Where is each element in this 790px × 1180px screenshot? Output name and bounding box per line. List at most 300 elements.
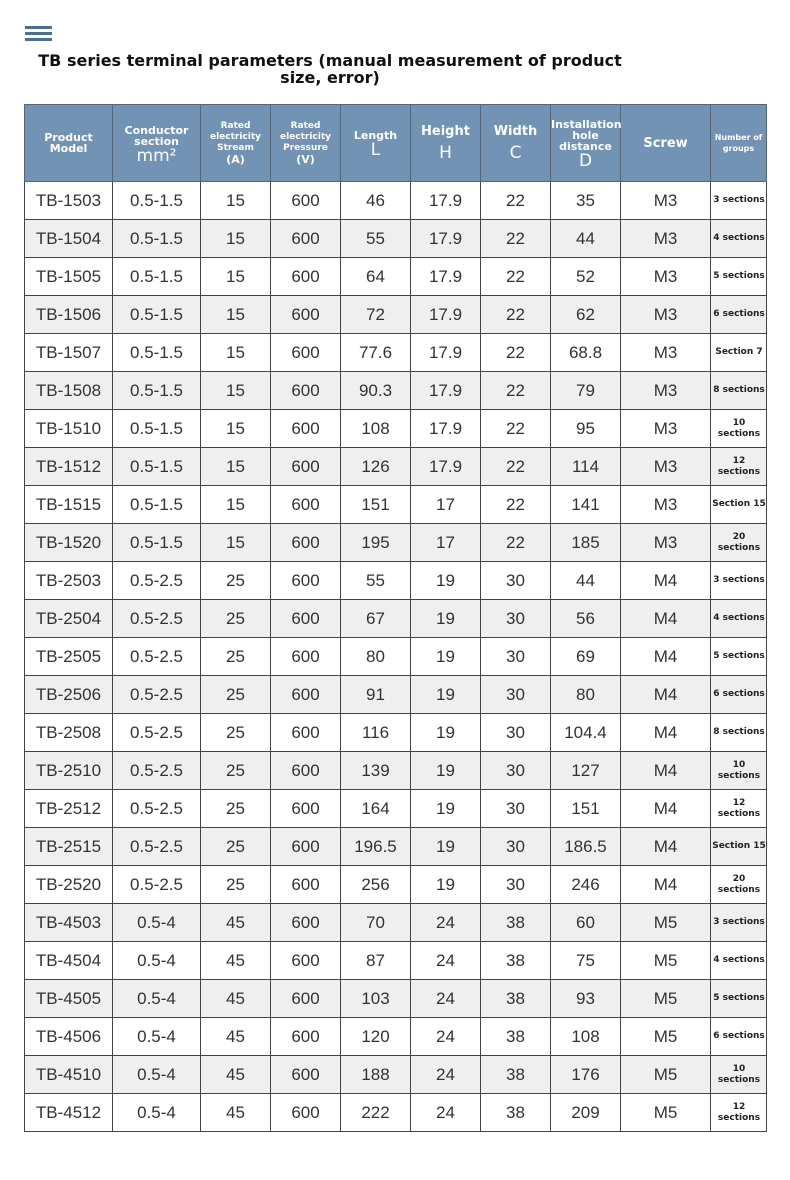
header-symbol: D — [578, 151, 593, 171]
number-of-groups-cell — [711, 486, 767, 524]
rated-current-cell: 25 — [201, 714, 271, 752]
rated-voltage-cell: 600 — [271, 828, 341, 866]
product-model-cell: TB-2515 — [25, 828, 113, 866]
hole-distance-cell: 44 — [551, 562, 621, 600]
length-cell: 55 — [341, 220, 411, 258]
width-cell: 22 — [481, 524, 551, 562]
header-screw — [621, 105, 711, 182]
length-cell: 80 — [341, 638, 411, 676]
conductor-section-cell: 0.5-1.5 — [113, 486, 201, 524]
header-unit: (V) — [296, 153, 315, 166]
conductor-section-cell: 0.5-1.5 — [113, 220, 201, 258]
width-cell: 22 — [481, 448, 551, 486]
header-rated-voltage — [271, 105, 341, 182]
number-of-groups-cell — [711, 1018, 767, 1056]
width-cell: 30 — [481, 866, 551, 904]
number-of-groups-cell — [711, 714, 767, 752]
table-row — [25, 676, 767, 714]
header-label: Rated electricity Pressure — [279, 121, 332, 153]
number-of-groups-label: 12 sections — [717, 797, 761, 819]
header-rated-current — [201, 105, 271, 182]
header-height — [411, 105, 481, 182]
length-cell: 195 — [341, 524, 411, 562]
height-cell: 17.9 — [411, 410, 481, 448]
number-of-groups-cell — [711, 904, 767, 942]
rated-voltage-cell: 600 — [271, 258, 341, 296]
header-label: Screw — [643, 135, 688, 151]
rated-current-cell: 45 — [201, 1056, 271, 1094]
screw-cell: M4 — [621, 676, 711, 714]
length-cell: 91 — [341, 676, 411, 714]
product-model-cell: TB-4512 — [25, 1094, 113, 1132]
height-cell: 17.9 — [411, 372, 481, 410]
page-title: TB series terminal parameters (manual measurement of product size, error) — [38, 51, 622, 87]
screw-cell: M4 — [621, 638, 711, 676]
conductor-section-cell: 0.5-2.5 — [113, 752, 201, 790]
length-cell: 222 — [341, 1094, 411, 1132]
product-model-cell: TB-2506 — [25, 676, 113, 714]
rated-current-cell: 45 — [201, 904, 271, 942]
rated-voltage-cell: 600 — [271, 562, 341, 600]
screw-cell: M3 — [621, 182, 711, 220]
product-model-cell: TB-1503 — [25, 182, 113, 220]
width-cell: 22 — [481, 182, 551, 220]
terminal-parameters-table — [24, 104, 767, 1132]
product-model-cell: TB-1506 — [25, 296, 113, 334]
height-cell: 17.9 — [411, 220, 481, 258]
hamburger-menu-icon[interactable] — [25, 26, 52, 41]
product-model-cell: TB-1504 — [25, 220, 113, 258]
conductor-section-cell: 0.5-1.5 — [113, 524, 201, 562]
height-cell: 19 — [411, 676, 481, 714]
number-of-groups-cell — [711, 182, 767, 220]
number-of-groups-cell — [711, 1056, 767, 1094]
screw-cell: M5 — [621, 980, 711, 1018]
header-number-of-groups — [711, 105, 767, 182]
number-of-groups-label: Section 7 — [715, 347, 763, 357]
table-row — [25, 448, 767, 486]
conductor-section-cell: 0.5-4 — [113, 980, 201, 1018]
length-cell: 108 — [341, 410, 411, 448]
hole-distance-cell: 104.4 — [551, 714, 621, 752]
product-model-cell: TB-4506 — [25, 1018, 113, 1056]
hole-distance-cell: 52 — [551, 258, 621, 296]
length-cell: 120 — [341, 1018, 411, 1056]
conductor-section-cell: 0.5-1.5 — [113, 258, 201, 296]
rated-current-cell: 45 — [201, 942, 271, 980]
screw-cell: M4 — [621, 714, 711, 752]
width-cell: 22 — [481, 220, 551, 258]
conductor-section-cell: 0.5-2.5 — [113, 828, 201, 866]
number-of-groups-cell — [711, 942, 767, 980]
height-cell: 19 — [411, 714, 481, 752]
table-row — [25, 828, 767, 866]
screw-cell: M3 — [621, 372, 711, 410]
product-model-cell: TB-4510 — [25, 1056, 113, 1094]
table-body — [25, 182, 767, 1132]
conductor-section-cell: 0.5-2.5 — [113, 638, 201, 676]
rated-current-cell: 15 — [201, 486, 271, 524]
rated-current-cell: 25 — [201, 752, 271, 790]
length-cell: 139 — [341, 752, 411, 790]
conductor-section-cell: 0.5-4 — [113, 904, 201, 942]
rated-current-cell: 15 — [201, 334, 271, 372]
table-row — [25, 334, 767, 372]
number-of-groups-label: 6 sections — [713, 309, 765, 319]
table-row — [25, 182, 767, 220]
length-cell: 116 — [341, 714, 411, 752]
length-cell: 90.3 — [341, 372, 411, 410]
height-cell: 17.9 — [411, 296, 481, 334]
number-of-groups-label: 6 sections — [713, 689, 765, 699]
height-cell: 19 — [411, 600, 481, 638]
hole-distance-cell: 93 — [551, 980, 621, 1018]
number-of-groups-cell — [711, 296, 767, 334]
number-of-groups-cell — [711, 638, 767, 676]
rated-current-cell: 25 — [201, 866, 271, 904]
rated-voltage-cell: 600 — [271, 790, 341, 828]
table-row — [25, 942, 767, 980]
number-of-groups-cell — [711, 448, 767, 486]
rated-current-cell: 25 — [201, 676, 271, 714]
height-cell: 24 — [411, 904, 481, 942]
hole-distance-cell: 114 — [551, 448, 621, 486]
rated-current-cell: 15 — [201, 296, 271, 334]
screw-cell: M3 — [621, 410, 711, 448]
header-width — [481, 105, 551, 182]
number-of-groups-cell — [711, 866, 767, 904]
width-cell: 30 — [481, 790, 551, 828]
number-of-groups-label: 3 sections — [713, 575, 765, 585]
length-cell: 64 — [341, 258, 411, 296]
number-of-groups-label: 5 sections — [713, 993, 765, 1003]
length-cell: 46 — [341, 182, 411, 220]
length-cell: 256 — [341, 866, 411, 904]
rated-current-cell: 25 — [201, 828, 271, 866]
rated-voltage-cell: 600 — [271, 1056, 341, 1094]
hole-distance-cell: 35 — [551, 182, 621, 220]
length-cell: 103 — [341, 980, 411, 1018]
table-row — [25, 600, 767, 638]
product-model-cell: TB-1515 — [25, 486, 113, 524]
number-of-groups-label: 12 sections — [717, 1101, 761, 1123]
table-row — [25, 524, 767, 562]
header-unit: (A) — [226, 153, 245, 166]
height-cell: 19 — [411, 562, 481, 600]
table-row — [25, 296, 767, 334]
conductor-section-cell: 0.5-2.5 — [113, 676, 201, 714]
conductor-section-cell: 0.5-1.5 — [113, 372, 201, 410]
length-cell: 77.6 — [341, 334, 411, 372]
screw-cell: M3 — [621, 524, 711, 562]
rated-voltage-cell: 600 — [271, 752, 341, 790]
width-cell: 30 — [481, 714, 551, 752]
rated-current-cell: 25 — [201, 638, 271, 676]
number-of-groups-cell — [711, 562, 767, 600]
product-model-cell: TB-2505 — [25, 638, 113, 676]
hole-distance-cell: 75 — [551, 942, 621, 980]
table-row — [25, 258, 767, 296]
width-cell: 30 — [481, 752, 551, 790]
height-cell: 19 — [411, 828, 481, 866]
height-cell: 24 — [411, 1018, 481, 1056]
number-of-groups-label: 5 sections — [713, 651, 765, 661]
product-model-cell: TB-2510 — [25, 752, 113, 790]
product-model-cell: TB-2520 — [25, 866, 113, 904]
number-of-groups-cell — [711, 334, 767, 372]
table-row — [25, 904, 767, 942]
height-cell: 24 — [411, 1094, 481, 1132]
header-length — [341, 105, 411, 182]
number-of-groups-cell — [711, 980, 767, 1018]
number-of-groups-label: Section 15 — [712, 499, 766, 509]
length-cell: 67 — [341, 600, 411, 638]
length-cell: 196.5 — [341, 828, 411, 866]
product-model-cell: TB-1510 — [25, 410, 113, 448]
rated-current-cell: 15 — [201, 410, 271, 448]
conductor-section-cell: 0.5-2.5 — [113, 866, 201, 904]
rated-current-cell: 15 — [201, 524, 271, 562]
width-cell: 38 — [481, 980, 551, 1018]
rated-voltage-cell: 600 — [271, 448, 341, 486]
width-cell: 38 — [481, 1056, 551, 1094]
number-of-groups-label: 3 sections — [713, 195, 765, 205]
table-row — [25, 486, 767, 524]
table-row — [25, 1056, 767, 1094]
height-cell: 19 — [411, 790, 481, 828]
product-model-cell: TB-2512 — [25, 790, 113, 828]
rated-voltage-cell: 600 — [271, 182, 341, 220]
height-cell: 24 — [411, 980, 481, 1018]
table-header-row — [25, 105, 767, 182]
number-of-groups-label: 6 sections — [713, 1031, 765, 1041]
screw-cell: M4 — [621, 828, 711, 866]
product-model-cell: TB-1507 — [25, 334, 113, 372]
header-product-model — [25, 105, 113, 182]
number-of-groups-cell — [711, 220, 767, 258]
width-cell: 22 — [481, 410, 551, 448]
number-of-groups-label: 8 sections — [713, 385, 765, 395]
height-cell: 24 — [411, 942, 481, 980]
screw-cell: M3 — [621, 486, 711, 524]
header-symbol: L — [370, 140, 381, 160]
rated-voltage-cell: 600 — [271, 638, 341, 676]
length-cell: 126 — [341, 448, 411, 486]
width-cell: 22 — [481, 296, 551, 334]
table-row — [25, 866, 767, 904]
number-of-groups-label: 20 sections — [717, 873, 761, 895]
rated-current-cell: 45 — [201, 1094, 271, 1132]
rated-current-cell: 15 — [201, 220, 271, 258]
conductor-section-cell: 0.5-1.5 — [113, 296, 201, 334]
rated-voltage-cell: 600 — [271, 942, 341, 980]
rated-voltage-cell: 600 — [271, 220, 341, 258]
height-cell: 19 — [411, 866, 481, 904]
conductor-section-cell: 0.5-1.5 — [113, 410, 201, 448]
rated-voltage-cell: 600 — [271, 296, 341, 334]
conductor-section-cell: 0.5-2.5 — [113, 790, 201, 828]
number-of-groups-label: 5 sections — [713, 271, 765, 281]
length-cell: 55 — [341, 562, 411, 600]
number-of-groups-label: 12 sections — [717, 455, 761, 477]
rated-voltage-cell: 600 — [271, 980, 341, 1018]
number-of-groups-cell — [711, 258, 767, 296]
conductor-section-cell: 0.5-2.5 — [113, 600, 201, 638]
screw-cell: M5 — [621, 904, 711, 942]
width-cell: 30 — [481, 600, 551, 638]
table-row — [25, 220, 767, 258]
hole-distance-cell: 127 — [551, 752, 621, 790]
conductor-section-cell: 0.5-4 — [113, 942, 201, 980]
number-of-groups-label: 3 sections — [713, 917, 765, 927]
header-label: Product Model — [44, 131, 93, 155]
length-cell: 151 — [341, 486, 411, 524]
rated-current-cell: 25 — [201, 562, 271, 600]
number-of-groups-label: 8 sections — [713, 727, 765, 737]
rated-voltage-cell: 600 — [271, 334, 341, 372]
header-symbol: C — [509, 142, 522, 163]
hole-distance-cell: 246 — [551, 866, 621, 904]
height-cell: 17.9 — [411, 448, 481, 486]
rated-current-cell: 45 — [201, 1018, 271, 1056]
number-of-groups-cell — [711, 524, 767, 562]
table-row — [25, 410, 767, 448]
hole-distance-cell: 68.8 — [551, 334, 621, 372]
screw-cell: M5 — [621, 942, 711, 980]
screw-cell: M5 — [621, 1056, 711, 1094]
rated-voltage-cell: 600 — [271, 676, 341, 714]
header-label: Installation hole distance — [551, 118, 622, 153]
hole-distance-cell: 69 — [551, 638, 621, 676]
hole-distance-cell: 62 — [551, 296, 621, 334]
product-model-cell: TB-1505 — [25, 258, 113, 296]
table-row — [25, 980, 767, 1018]
table-row — [25, 1018, 767, 1056]
rated-current-cell: 25 — [201, 600, 271, 638]
product-model-cell: TB-4503 — [25, 904, 113, 942]
width-cell: 30 — [481, 676, 551, 714]
rated-current-cell: 15 — [201, 372, 271, 410]
rated-voltage-cell: 600 — [271, 714, 341, 752]
hole-distance-cell: 186.5 — [551, 828, 621, 866]
conductor-section-cell: 0.5-4 — [113, 1056, 201, 1094]
rated-voltage-cell: 600 — [271, 1094, 341, 1132]
product-model-cell: TB-1520 — [25, 524, 113, 562]
screw-cell: M4 — [621, 562, 711, 600]
screw-cell: M3 — [621, 296, 711, 334]
header-label: Width — [493, 123, 538, 139]
height-cell: 17 — [411, 486, 481, 524]
header-label: Rated electricity Stream — [209, 121, 262, 153]
hole-distance-cell: 185 — [551, 524, 621, 562]
rated-voltage-cell: 600 — [271, 486, 341, 524]
header-unit: mm² — [136, 145, 177, 166]
number-of-groups-label: 4 sections — [713, 613, 765, 623]
hole-distance-cell: 151 — [551, 790, 621, 828]
screw-cell: M4 — [621, 790, 711, 828]
header-label: Number of groups — [714, 133, 763, 153]
screw-cell: M3 — [621, 448, 711, 486]
hole-distance-cell: 56 — [551, 600, 621, 638]
height-cell: 17.9 — [411, 182, 481, 220]
screw-cell: M5 — [621, 1094, 711, 1132]
width-cell: 38 — [481, 1094, 551, 1132]
number-of-groups-label: Section 15 — [712, 841, 766, 851]
rated-voltage-cell: 600 — [271, 372, 341, 410]
hole-distance-cell: 108 — [551, 1018, 621, 1056]
header-label: Height — [421, 123, 470, 139]
width-cell: 22 — [481, 334, 551, 372]
screw-cell: M4 — [621, 600, 711, 638]
hole-distance-cell: 79 — [551, 372, 621, 410]
height-cell: 19 — [411, 638, 481, 676]
rated-voltage-cell: 600 — [271, 410, 341, 448]
width-cell: 38 — [481, 1018, 551, 1056]
rated-voltage-cell: 600 — [271, 524, 341, 562]
number-of-groups-cell — [711, 790, 767, 828]
screw-cell: M3 — [621, 258, 711, 296]
number-of-groups-label: 4 sections — [713, 233, 765, 243]
rated-current-cell: 15 — [201, 258, 271, 296]
screw-cell: M4 — [621, 752, 711, 790]
conductor-section-cell: 0.5-4 — [113, 1094, 201, 1132]
hole-distance-cell: 141 — [551, 486, 621, 524]
width-cell: 22 — [481, 258, 551, 296]
hole-distance-cell: 176 — [551, 1056, 621, 1094]
height-cell: 17 — [411, 524, 481, 562]
number-of-groups-label: 10 sections — [717, 417, 761, 439]
number-of-groups-label: 4 sections — [713, 955, 765, 965]
number-of-groups-cell — [711, 676, 767, 714]
conductor-section-cell: 0.5-2.5 — [113, 562, 201, 600]
height-cell: 19 — [411, 752, 481, 790]
rated-current-cell: 15 — [201, 182, 271, 220]
hole-distance-cell: 44 — [551, 220, 621, 258]
number-of-groups-cell — [711, 410, 767, 448]
width-cell: 22 — [481, 372, 551, 410]
length-cell: 87 — [341, 942, 411, 980]
length-cell: 188 — [341, 1056, 411, 1094]
number-of-groups-cell — [711, 752, 767, 790]
table-row — [25, 1094, 767, 1132]
rated-voltage-cell: 600 — [271, 600, 341, 638]
number-of-groups-cell — [711, 372, 767, 410]
conductor-section-cell: 0.5-1.5 — [113, 182, 201, 220]
product-model-cell: TB-4505 — [25, 980, 113, 1018]
product-model-cell: TB-2508 — [25, 714, 113, 752]
screw-cell: M4 — [621, 866, 711, 904]
table-row — [25, 562, 767, 600]
header-symbol: H — [439, 142, 452, 163]
length-cell: 164 — [341, 790, 411, 828]
length-cell: 72 — [341, 296, 411, 334]
rated-voltage-cell: 600 — [271, 866, 341, 904]
conductor-section-cell: 0.5-4 — [113, 1018, 201, 1056]
rated-current-cell: 25 — [201, 790, 271, 828]
length-cell: 70 — [341, 904, 411, 942]
width-cell: 22 — [481, 486, 551, 524]
height-cell: 17.9 — [411, 258, 481, 296]
product-model-cell: TB-1508 — [25, 372, 113, 410]
rated-voltage-cell: 600 — [271, 904, 341, 942]
number-of-groups-cell — [711, 600, 767, 638]
number-of-groups-label: 10 sections — [717, 1063, 761, 1085]
hole-distance-cell: 209 — [551, 1094, 621, 1132]
conductor-section-cell: 0.5-1.5 — [113, 334, 201, 372]
height-cell: 24 — [411, 1056, 481, 1094]
header-label: Conductor section — [124, 123, 189, 148]
number-of-groups-label: 20 sections — [717, 531, 761, 553]
